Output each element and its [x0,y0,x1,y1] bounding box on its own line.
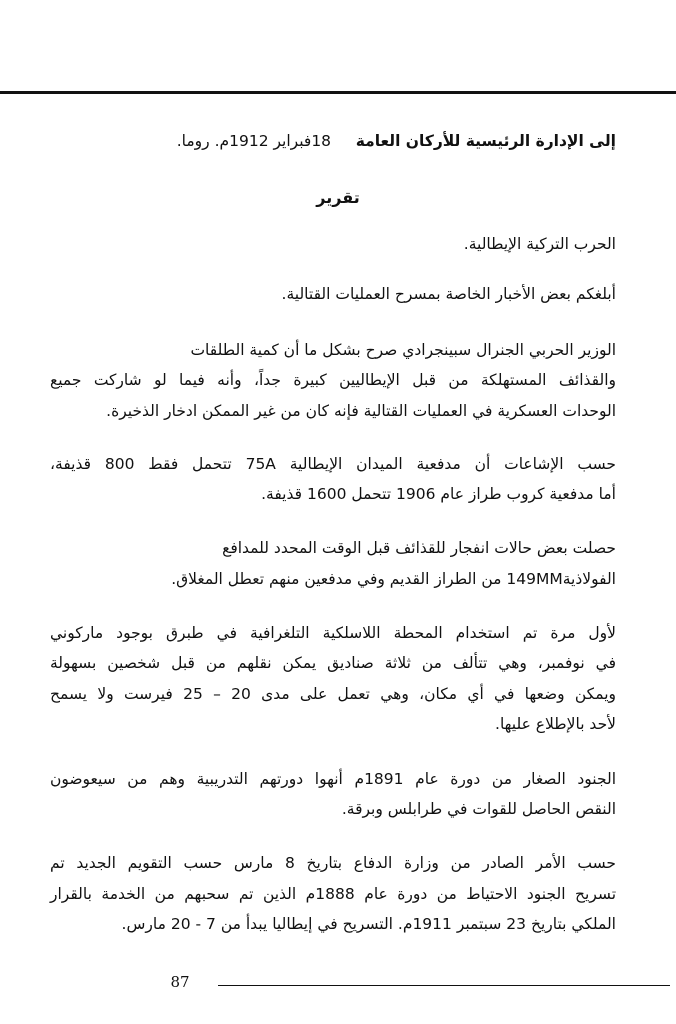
paragraph-line: أما مدفعية كروب طراز عام 1906 تتحمل 1600 قذيفة. [261,485,616,503]
header-rule [0,91,676,94]
paragraph-line: حسب الإشاعات أن مدفعية الميدان الإيطالية 75A تتحمل فقط 800 قذيفة، [50,455,616,473]
date-place: 18فبراير 1912م. روما. [176,132,332,150]
header-line [50,130,616,152]
paragraph-line: ويمكن وضعها في أي مكان، وهي تعمل على مدى 20 – 25 فيرست ولا يسمح [50,685,616,703]
paragraph-line: الجنود الصغار من دورة عام 1891م أنهوا دورتهم التدريبية وهم من سيعوضون [50,770,616,788]
paragraph-line: الوزير الحربي الجنرال سبينجرادي صرح بشكل ما أن كمية الطلقات [190,341,616,359]
addressee: إلى الإدارة الرئيسية للأركان العامة [355,132,616,150]
paragraph-line: والقذائف المستهلكة من قبل الإيطاليين كبيرة جداً، وأنه فيما لو شاركت جميع [50,371,616,389]
paragraph-line: لأحد بالإطلاع عليها. [495,715,616,733]
paragraph-line: تسريح الجنود الاحتياط من دورة عام 1888م الذين تم سحبهم من الخدمة بالقرار [50,885,617,903]
paragraph-line: الوحدات العسكرية في العمليات القتالية فإنه كان من غير الممكن ادخار الذخيرة. [106,402,616,420]
paragraph-line: حسب الأمر الصادر من وزارة الدفاع بتاريخ 8 مارس حسب التقويم الجديد تم [50,854,616,872]
paragraph-line: الملكي بتاريخ 23 سبتمبر 1911م. التسريح في إيطاليا يبدأ من 7 - 20 مارس. [121,915,616,933]
paragraph-line: الحرب التركية الإيطالية. [463,235,616,253]
paragraph-line: النقص الحاصل للقوات في طرابلس وبرقة. [341,800,616,818]
page-title: تقرير [316,188,360,207]
footer-rule [218,985,670,986]
page-number: 87 [170,973,190,991]
paragraph-line: لأول مرة تم استخدام المحطة اللاسلكية التلغرافية في طبرق بوجود ماركوني [50,624,616,642]
paragraph-line: أبلغكم بعض الأخبار الخاصة بمسرح العمليات القتالية. [281,285,616,303]
paragraph-line: في نوفمبر، وهي تتألف من ثلاثة صناديق يمكن نقلهم من قبل شخصين بسهولة [50,654,616,672]
paragraph-line: الفولاذية149MM من الطراز القديم وفي مدفعين منهم تعطل المغلاق. [171,570,616,588]
paragraph-line: حصلت بعض حالات انفجار للقذائف قبل الوقت المحدد للمدافع [222,539,616,557]
